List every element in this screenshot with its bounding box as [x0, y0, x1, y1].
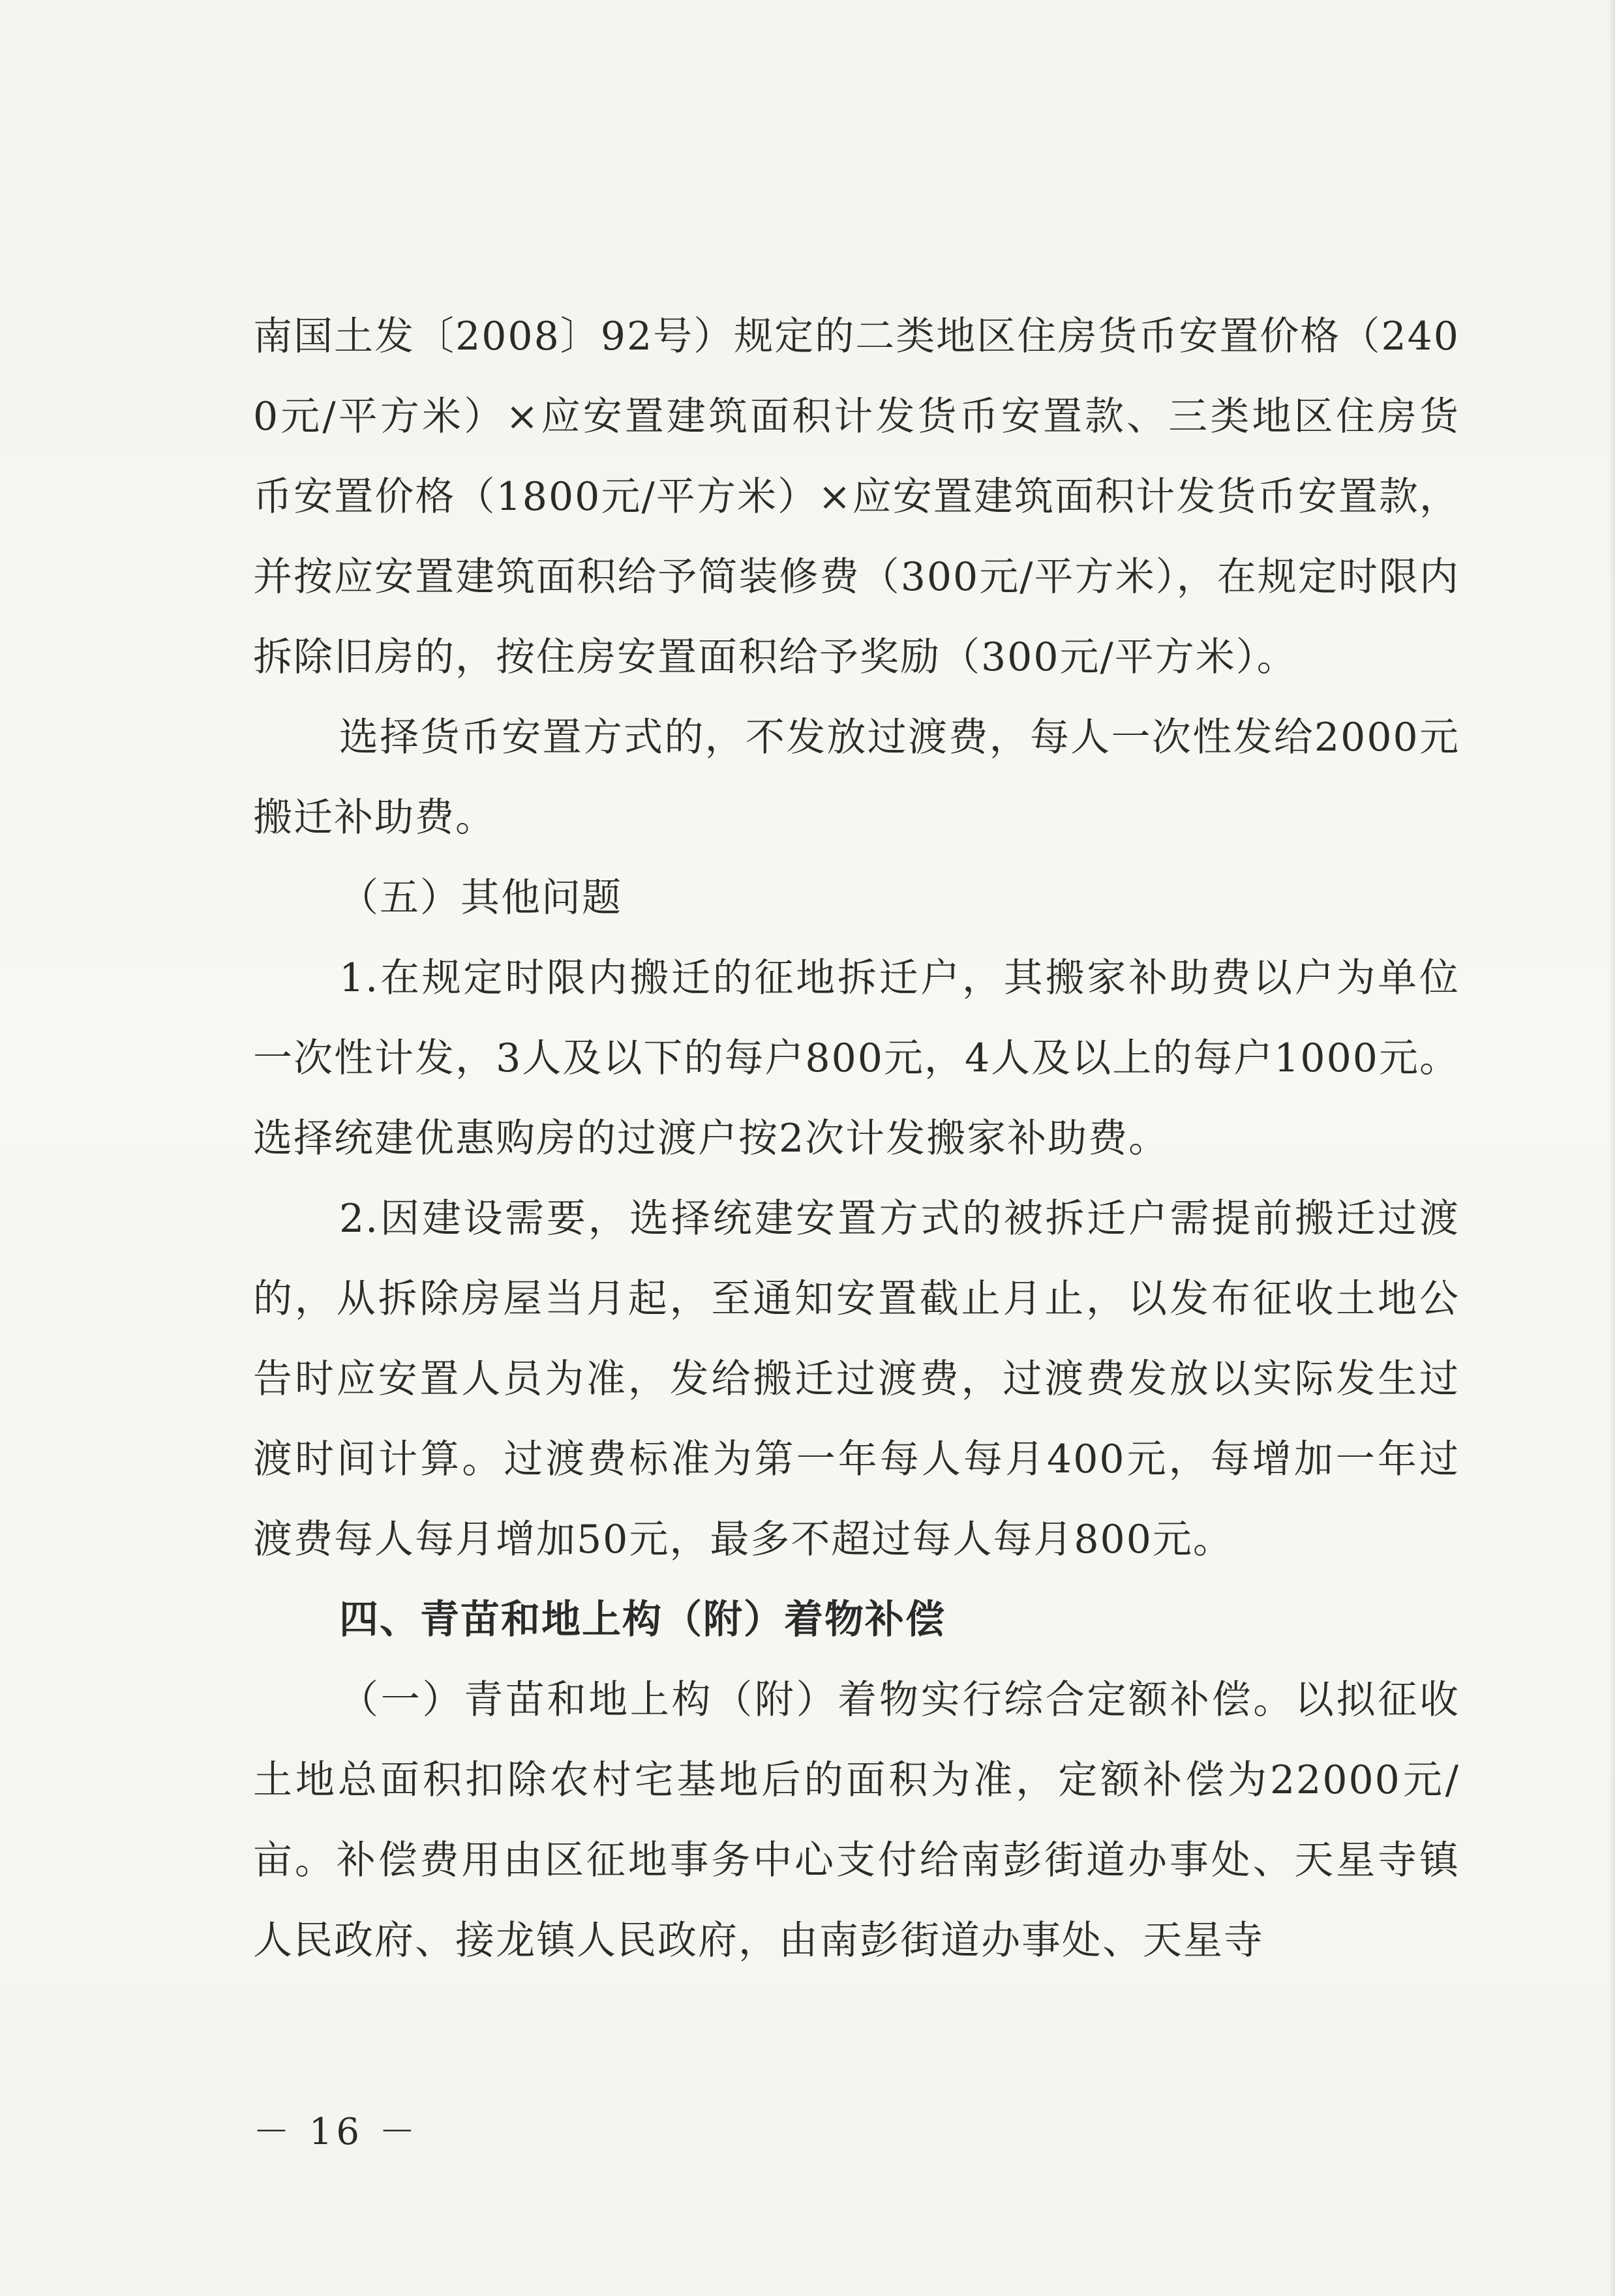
paragraph-transition-fee: 2.因建设需要，选择统建安置方式的被拆迁户需提前搬迁过渡的，从拆除房屋当月起，至通知安置截止月止，以发布征收土地公告时应安置人员为准，发给搬迁过渡费，过渡费发放以实际发生过渡时间计算。过渡费标准为第一年每人每月400元，每增加一年过渡费每人每月增加50元，最多不超过每人每月800元。	[253, 1196, 1460, 1562]
document-body	[253, 297, 1460, 1981]
page-number: － 16 －	[253, 2111, 419, 2153]
page-edge-shadow	[1608, 0, 1615, 2296]
paragraph-monetary-option: 选择货币安置方式的，不发放过渡费，每人一次性发给2000元搬迁补助费。	[253, 715, 1460, 841]
subheading-other-issues: （五）其他问题	[339, 875, 622, 921]
section-heading-crops-attachments: 四、青苗和地上构（附）着物补偿	[339, 1597, 946, 1643]
paragraph-housing-compensation: 南国土发〔2008〕92号）规定的二类地区住房货币安置价格（2400元/平方米）×应安置建筑面积计发货币安置款、三类地区住房货币安置价格（1800元/平方米）×应安置建筑面积计发货币安置款，并按应安置建筑面积给予简装修费（300元/平方米），在规定时限内拆除旧房的，按住房安置面积给予奖励（300元/平方米）。	[253, 314, 1460, 680]
paragraph-flat-rate-compensation: （一）青苗和地上构（附）着物实行综合定额补偿。以拟征收土地总面积扣除农村宅基地后的面积为准，定额补偿为22000元/亩。补偿费用由区征地事务中心支付给南彭街道办事处、天星寺镇人民政府、接龙镇人民政府，由南彭街道办事处、天星寺	[253, 1677, 1460, 1963]
paragraph-moving-subsidy: 1.在规定时限内搬迁的征地拆迁户，其搬家补助费以户为单位一次性计发，3人及以下的每户800元，4人及以上的每户1000元。选择统建优惠购房的过渡户按2次计发搬家补助费。	[253, 955, 1460, 1161]
